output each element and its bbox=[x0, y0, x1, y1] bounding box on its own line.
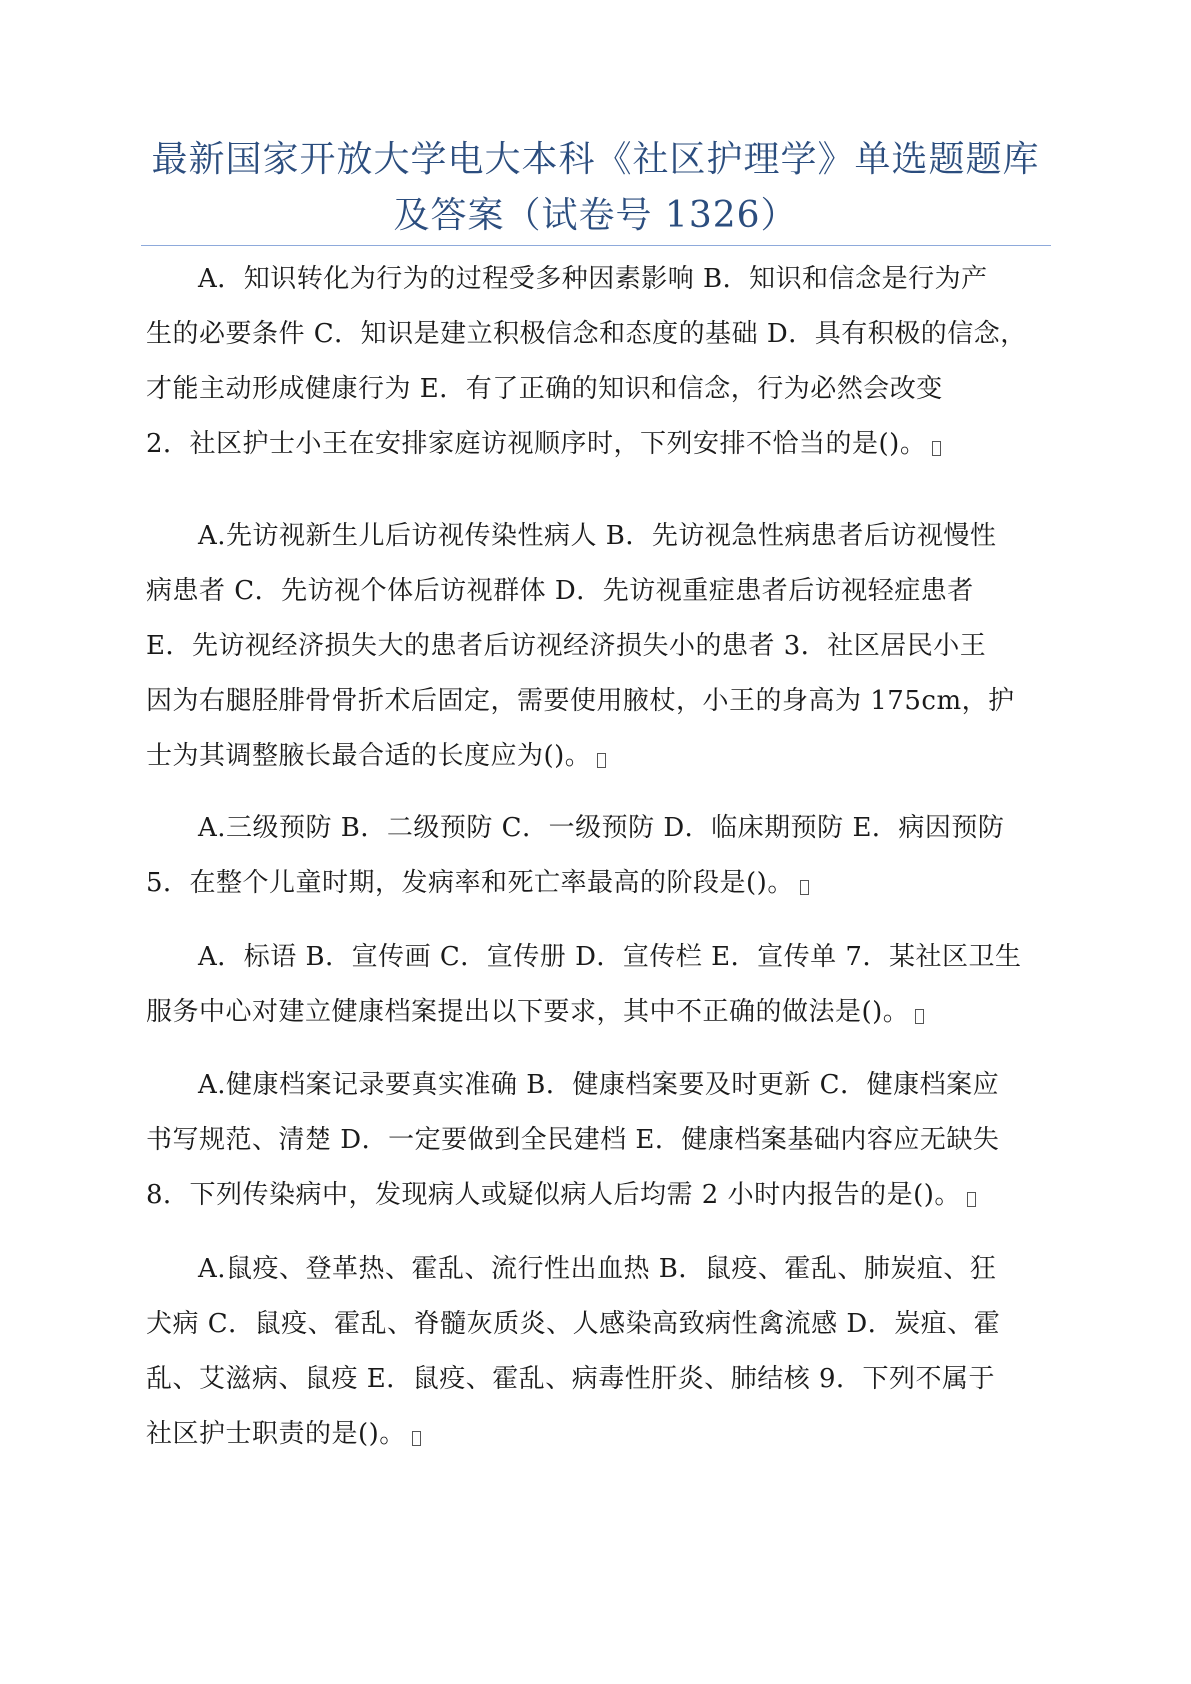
title-divider bbox=[141, 245, 1051, 246]
document-title bbox=[140, 132, 1051, 244]
paragraph-line: 服务中心对建立健康档案提出以下要求，其中不正确的做法是()。 bbox=[146, 997, 910, 1027]
placeholder-box-icon bbox=[597, 753, 606, 768]
paragraph-line: A.鼠疫、登革热、霍乱、流行性出血热 B．鼠疫、霍乱、肺炭疽、狂 bbox=[198, 1254, 997, 1284]
paragraph-line: 因为右腿胫腓骨骨折术后固定，需要使用腋杖，小王的身高为 175cm，护 bbox=[146, 686, 1015, 716]
paragraph-line: E．先访视经济损失大的患者后访视经济损失小的患者 3．社区居民小王 bbox=[146, 631, 987, 661]
placeholder-box-icon bbox=[967, 1192, 976, 1207]
paragraph-line: 5．在整个儿童时期，发病率和死亡率最高的阶段是()。 bbox=[146, 868, 794, 898]
paragraph-line: 书写规范、清楚 D．一定要做到全民建档 E．健康档案基础内容应无缺失 bbox=[146, 1125, 1000, 1155]
placeholder-box-icon bbox=[800, 880, 809, 895]
paragraph-line: 生的必要条件 C．知识是建立积极信念和态度的基础 D．具有积极的信念， bbox=[146, 319, 1027, 349]
paragraph-line: A.三级预防 B．二级预防 C．一级预防 D．临床期预防 E．病因预防 bbox=[198, 813, 1005, 843]
paragraph-line: 才能主动形成健康行为 E．有了正确的知识和信念，行为必然会改变 bbox=[146, 374, 943, 404]
paragraph-line: 病患者 C．先访视个体后访视群体 D．先访视重症患者后访视轻症患者 bbox=[146, 576, 974, 606]
title-line-2: 及答案（试卷号 1326） bbox=[393, 195, 798, 236]
paragraph-4 bbox=[146, 930, 1076, 1040]
paragraph-line: 2．社区护士小王在安排家庭访视顺序时，下列安排不恰当的是()。 bbox=[146, 429, 927, 459]
paragraph-line: 社区护士职责的是()。 bbox=[146, 1419, 406, 1449]
title-line-1: 最新国家开放大学电大本科《社区护理学》单选题题库 bbox=[151, 139, 1040, 180]
paragraph-line: 8．下列传染病中，发现病人或疑似病人后均需 2 小时内报告的是()。 bbox=[146, 1180, 961, 1210]
paragraph-line: 士为其调整腋长最合适的长度应为()。 bbox=[146, 741, 592, 771]
paragraph-line: A．知识转化为行为的过程受多种因素影响 B．知识和信念是行为产 bbox=[198, 264, 988, 294]
paragraph-2 bbox=[146, 509, 1076, 784]
placeholder-box-icon bbox=[412, 1431, 421, 1446]
paragraph-6 bbox=[146, 1242, 1076, 1462]
paragraph-1 bbox=[146, 252, 1076, 472]
paragraph-line: 乱、艾滋病、鼠疫 E．鼠疫、霍乱、病毒性肝炎、肺结核 9．下列不属于 bbox=[146, 1364, 996, 1394]
paragraph-5 bbox=[146, 1058, 1076, 1223]
placeholder-box-icon bbox=[932, 441, 941, 456]
placeholder-box-icon bbox=[915, 1009, 924, 1024]
paragraph-line: A.先访视新生儿后访视传染性病人 B．先访视急性病患者后访视慢性 bbox=[198, 521, 997, 551]
paragraph-line: A.健康档案记录要真实准确 B．健康档案要及时更新 C．健康档案应 bbox=[198, 1070, 1000, 1100]
paragraph-line: A．标语 B．宣传画 C．宣传册 D．宣传栏 E．宣传单 7．某社区卫生 bbox=[198, 942, 1022, 972]
paragraph-3 bbox=[146, 801, 1076, 911]
paragraph-line: 犬病 C．鼠疫、霍乱、脊髓灰质炎、人感染高致病性禽流感 D．炭疽、霍 bbox=[146, 1309, 1001, 1339]
